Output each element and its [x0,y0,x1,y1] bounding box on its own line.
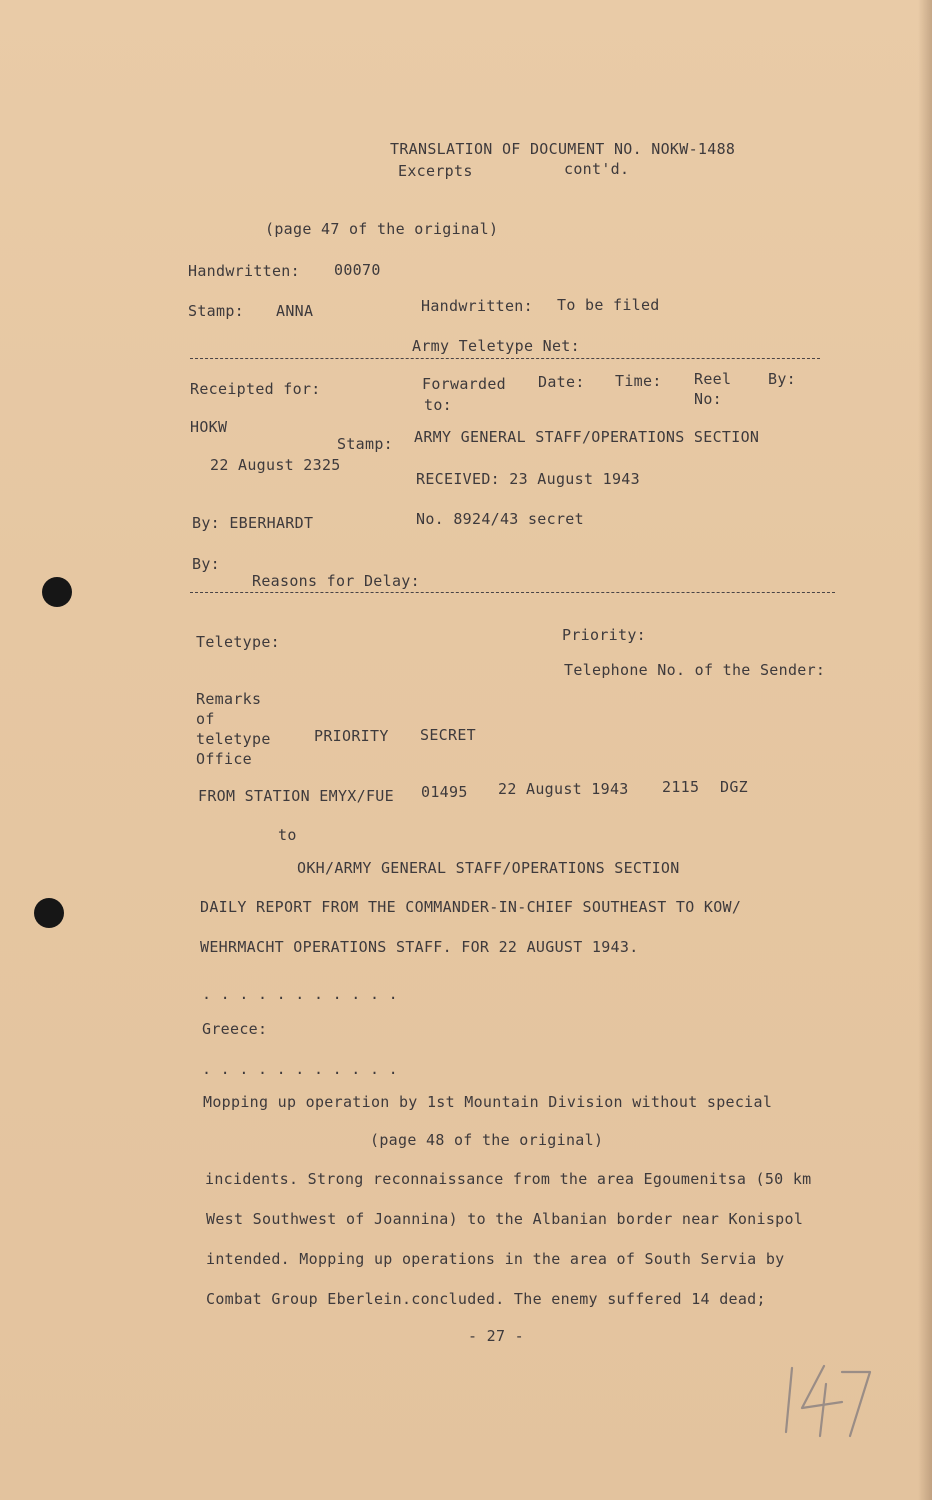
from-number: 01495 [421,783,468,801]
priority-value: PRIORITY [314,727,389,745]
section-heading-greece: Greece: [202,1020,268,1038]
stamp-value-2: ARMY GENERAL STAFF/OPERATIONS SECTION [414,428,760,446]
continued-label: cont'd. [564,160,630,178]
to-word: to [278,826,297,844]
page-number: - 27 - [468,1327,524,1345]
priority-label: Priority: [562,626,646,644]
divider-line-2 [190,592,835,593]
telephone-label: Telephone No. of the Sender: [564,661,826,679]
from-code: DGZ [720,778,748,796]
receipt-date-time: 22 August 2325 [210,456,341,474]
receipted-for-label: Receipted for: [190,380,321,398]
secret-value: SECRET [420,726,476,744]
remarks-line: teletype [196,730,271,748]
body-line: incidents. Strong reconnaissance from the area Egoumenitsa (50 km [205,1170,812,1188]
body-line: Mopping up operation by 1st Mountain Division without special [203,1093,773,1111]
stamp-label: Stamp: [188,302,244,320]
time-label: Time: [615,372,662,390]
forwarded-label: Forwarded [422,375,506,393]
to-label: to: [424,396,452,414]
stamp-label-2: Stamp: [337,435,393,453]
received-stamp: RECEIVED: 23 August 1943 [416,470,640,488]
page-note-2: (page 48 of the original) [370,1131,604,1149]
recipient: OKH/ARMY GENERAL STAFF/OPERATIONS SECTION [297,859,680,877]
punch-hole [34,898,64,928]
remarks-line: of [196,710,215,728]
from-time: 2115 [662,778,700,796]
page-edge-shadow [918,0,932,1500]
handwritten-label-2: Handwritten: [421,297,533,315]
document-number: No. 8924/43 secret [416,510,584,528]
remarks-line: Remarks [196,690,262,708]
divider-line [190,358,820,359]
pencil-folio-mark [780,1350,880,1440]
by-label: By: [768,370,796,388]
report-line: DAILY REPORT FROM THE COMMANDER-IN-CHIEF SOUTHEAST TO KOW/ [200,898,742,916]
excerpts-label: Excerpts [398,162,473,180]
reasons-for-delay: Reasons for Delay: [252,572,420,590]
stamp-value: ANNA [276,302,314,320]
reel-label: Reel [694,370,732,388]
page-note: (page 47 of the original) [265,220,499,238]
handwritten-value-2: To be filed [557,296,660,314]
body-line: Combat Group Eberlein.concluded. The enemy suffered 14 dead; [206,1290,766,1308]
teletype-label: Teletype: [196,633,280,651]
body-line: intended. Mopping up operations in the area of South Servia by [206,1250,785,1268]
date-label: Date: [538,373,585,391]
body-line: West Southwest of Joannina) to the Albanian border near Konispol [206,1210,804,1228]
by-label-2: By: [192,555,220,573]
ellipsis-row: . . . . . . . . . . . [202,1060,398,1078]
net-title: Army Teletype Net: [412,337,580,355]
document-title: TRANSLATION OF DOCUMENT NO. NOKW-1488 [390,140,736,158]
reel-no-label: No: [694,390,722,408]
from-station: FROM STATION EMYX/FUE [198,787,394,805]
by-name: By: EBERHARDT [192,514,314,532]
ellipsis-row: . . . . . . . . . . . [202,985,398,1003]
remarks-line: Office [196,750,252,768]
punch-hole [42,577,72,607]
handwritten-value: 00070 [334,261,381,279]
from-date: 22 August 1943 [498,780,629,798]
hokw-label: HOKW [190,418,228,436]
report-line: WEHRMACHT OPERATIONS STAFF. FOR 22 AUGUST 1943. [200,938,639,956]
handwritten-label: Handwritten: [188,262,300,280]
